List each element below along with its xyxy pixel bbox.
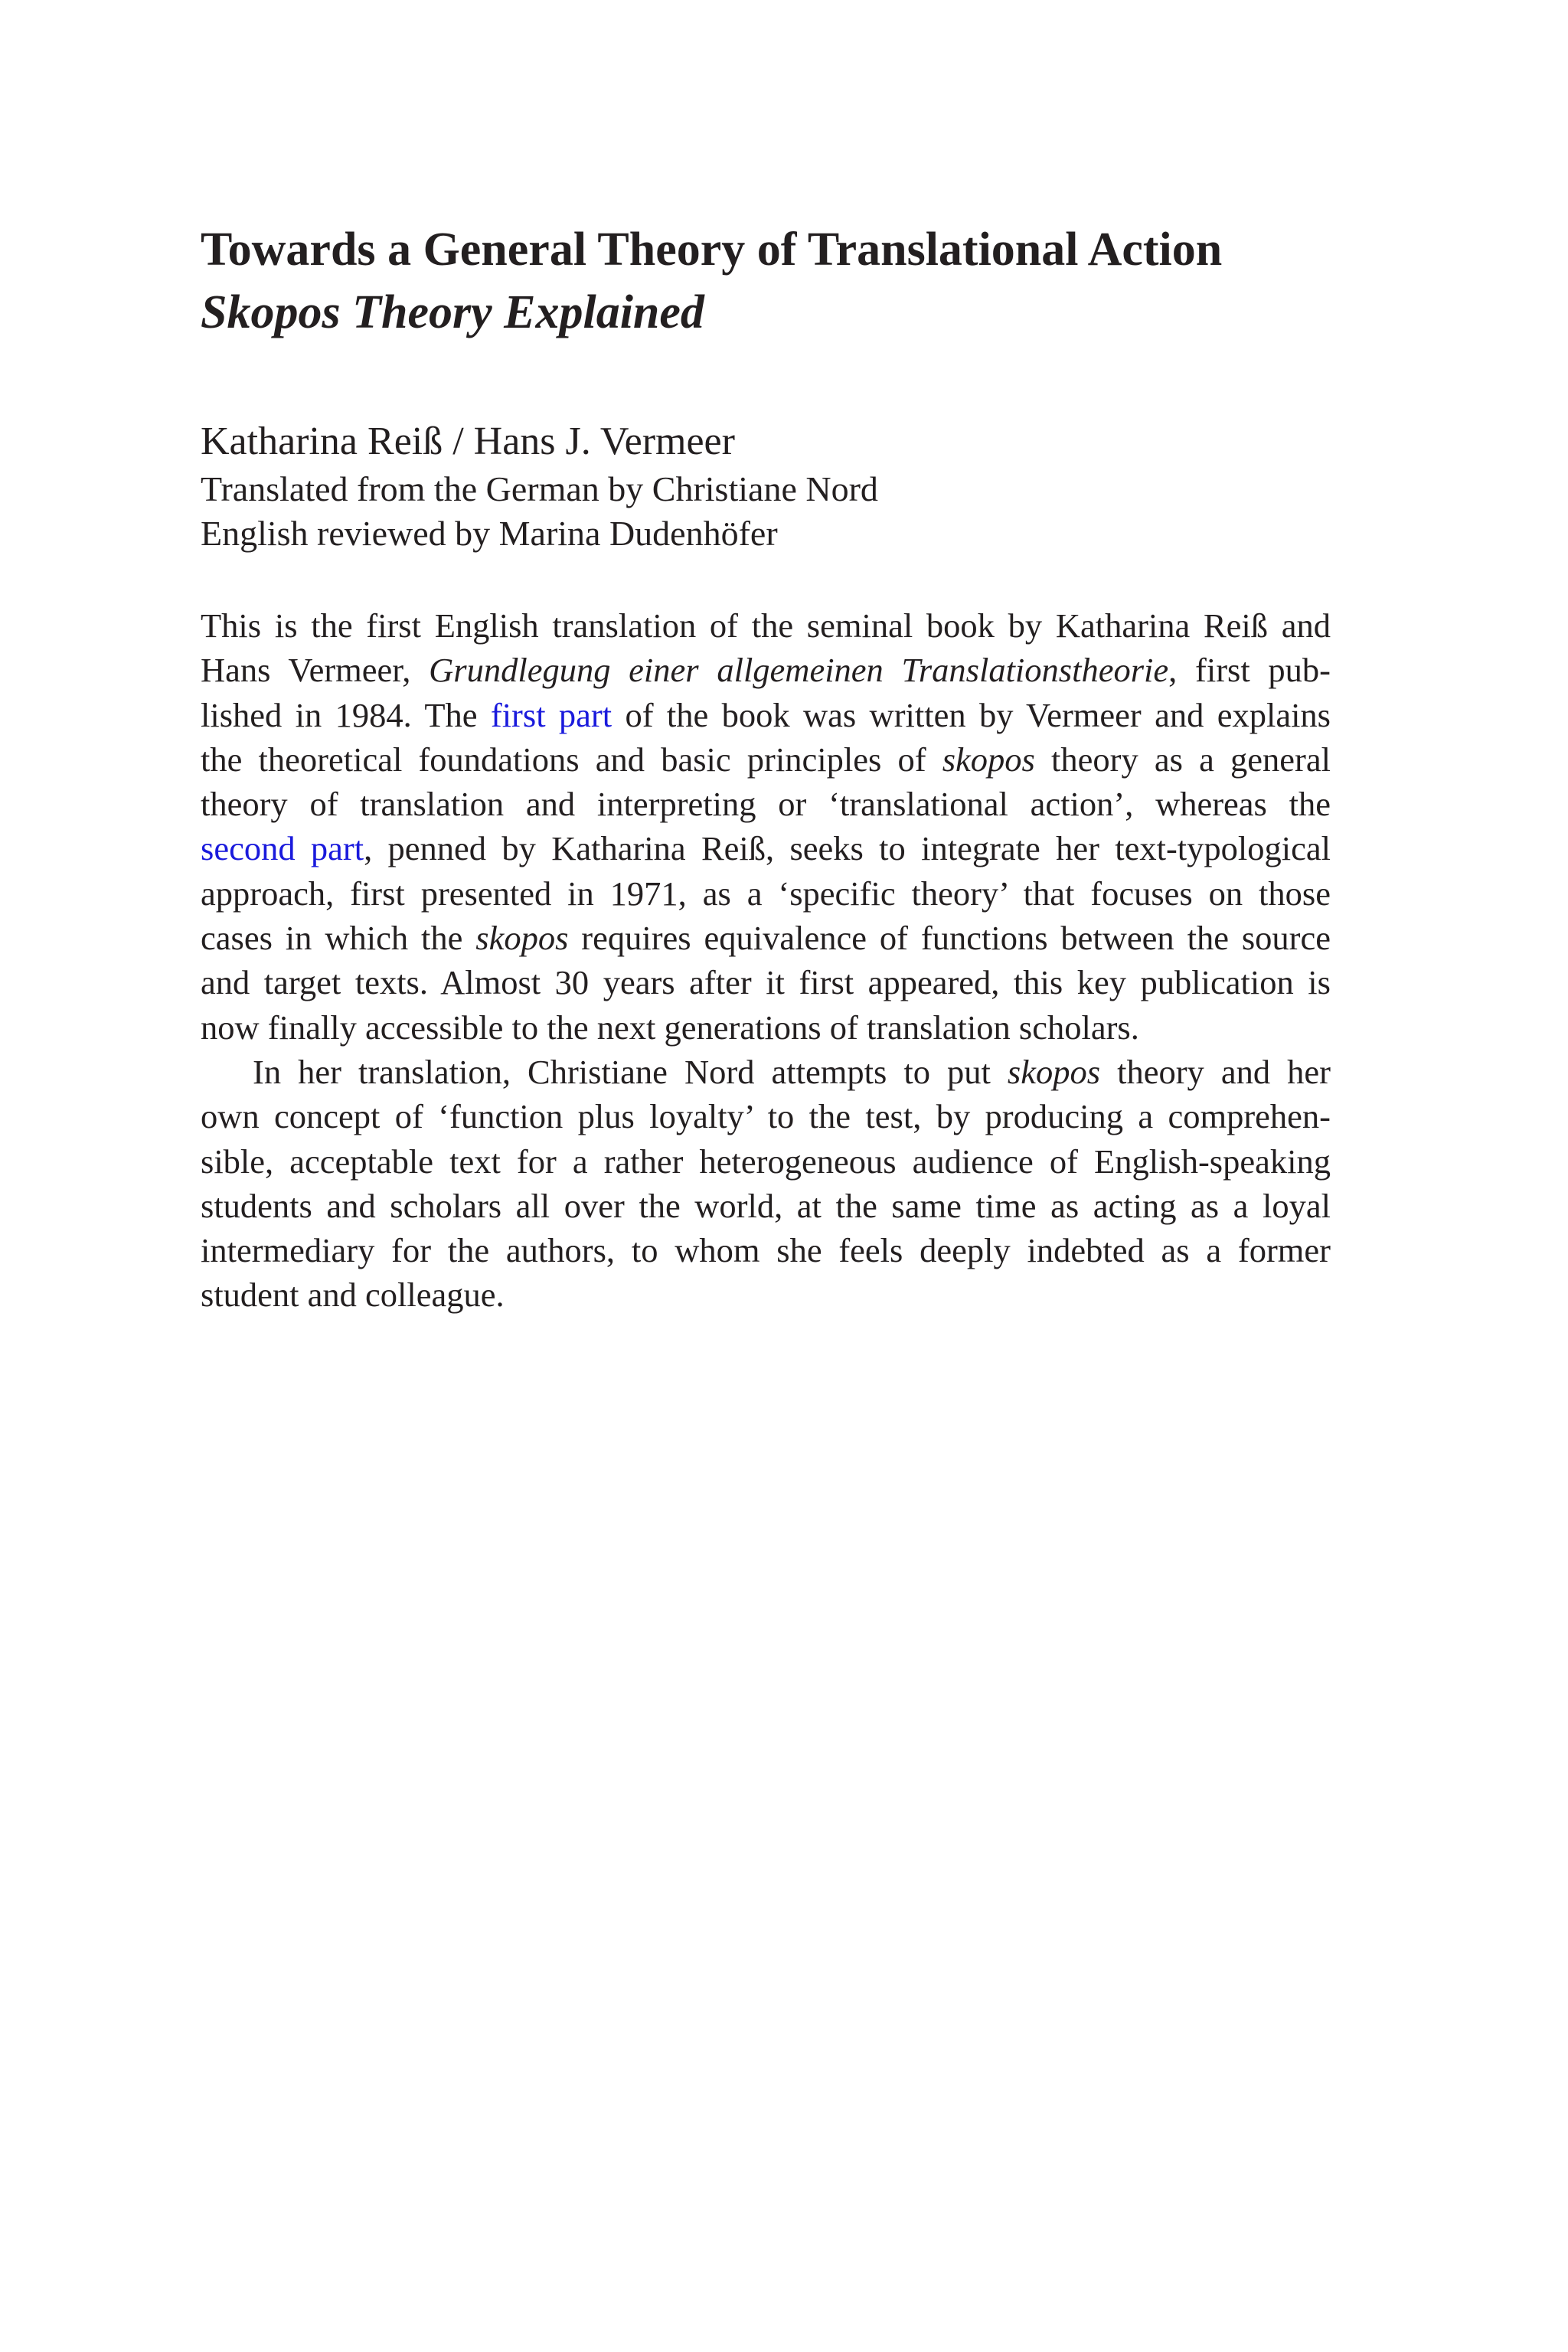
abstract-line: cases in which the skopos requires equivalence of functions between the source: [201, 919, 1331, 958]
skopos-term: skopos: [942, 740, 1035, 779]
abstract-line: lished in 1984. The first part of the book was written by Vermeer and explains: [201, 695, 1331, 734]
abstract-line: now finally accessible to the next generations of translation scholars.: [201, 1008, 1139, 1047]
abstract-line: In her translation, Christiane Nord attempts to put skopos theory and her: [253, 1052, 1331, 1091]
german-title: Grundlegung einer allgemeinen Translationstheorie: [429, 651, 1169, 690]
abstract-line: the theoretical foundations and basic principles of skopos theory as a general: [201, 740, 1331, 779]
book-authors: Katharina Reiß / Hans J. Vermeer: [201, 420, 735, 463]
abstract-line: intermediary for the authors, to whom she feels deeply indebted as a former: [201, 1231, 1331, 1270]
skopos-term: skopos: [475, 919, 569, 958]
abstract-line: Hans Vermeer, Grundlegung einer allgemeinen Translationstheorie, first pub-: [201, 651, 1331, 690]
reviewer-credit: English reviewed by Marina Dudenhöfer: [201, 514, 778, 553]
abstract-line: and target texts. Almost 30 years after it first appeared, this key publication is: [201, 963, 1331, 1002]
first-part-link[interactable]: first part: [490, 695, 612, 734]
abstract-line: students and scholars all over the world, at the same time as acting as a loyal: [201, 1186, 1331, 1225]
second-part-link[interactable]: second part: [201, 829, 364, 868]
book-subtitle: Skopos Theory Explained: [201, 286, 704, 338]
abstract-line: approach, first presented in 1971, as a ‘specific theory’ that focuses on those: [201, 874, 1331, 913]
abstract-line: own concept of ‘function plus loyalty’ to the test, by producing a comprehen-: [201, 1097, 1331, 1136]
book-title: Towards a General Theory of Translational Action: [201, 224, 1223, 276]
abstract-line: This is the first English translation of the seminal book by Katharina Reiß and: [201, 606, 1331, 645]
skopos-term: skopos: [1007, 1052, 1101, 1091]
translator-credit: Translated from the German by Christiane Nord: [201, 469, 878, 508]
abstract-line: theory of translation and interpreting or ‘translational action’, whereas the: [201, 785, 1331, 824]
book-abstract: [201, 603, 1331, 1318]
abstract-line: second part, penned by Katharina Reiß, seeks to integrate her text-typological: [201, 829, 1331, 868]
abstract-line: student and colleague.: [201, 1276, 505, 1315]
abstract-line: sible, acceptable text for a rather heterogeneous audience of English-speaking: [201, 1142, 1331, 1181]
